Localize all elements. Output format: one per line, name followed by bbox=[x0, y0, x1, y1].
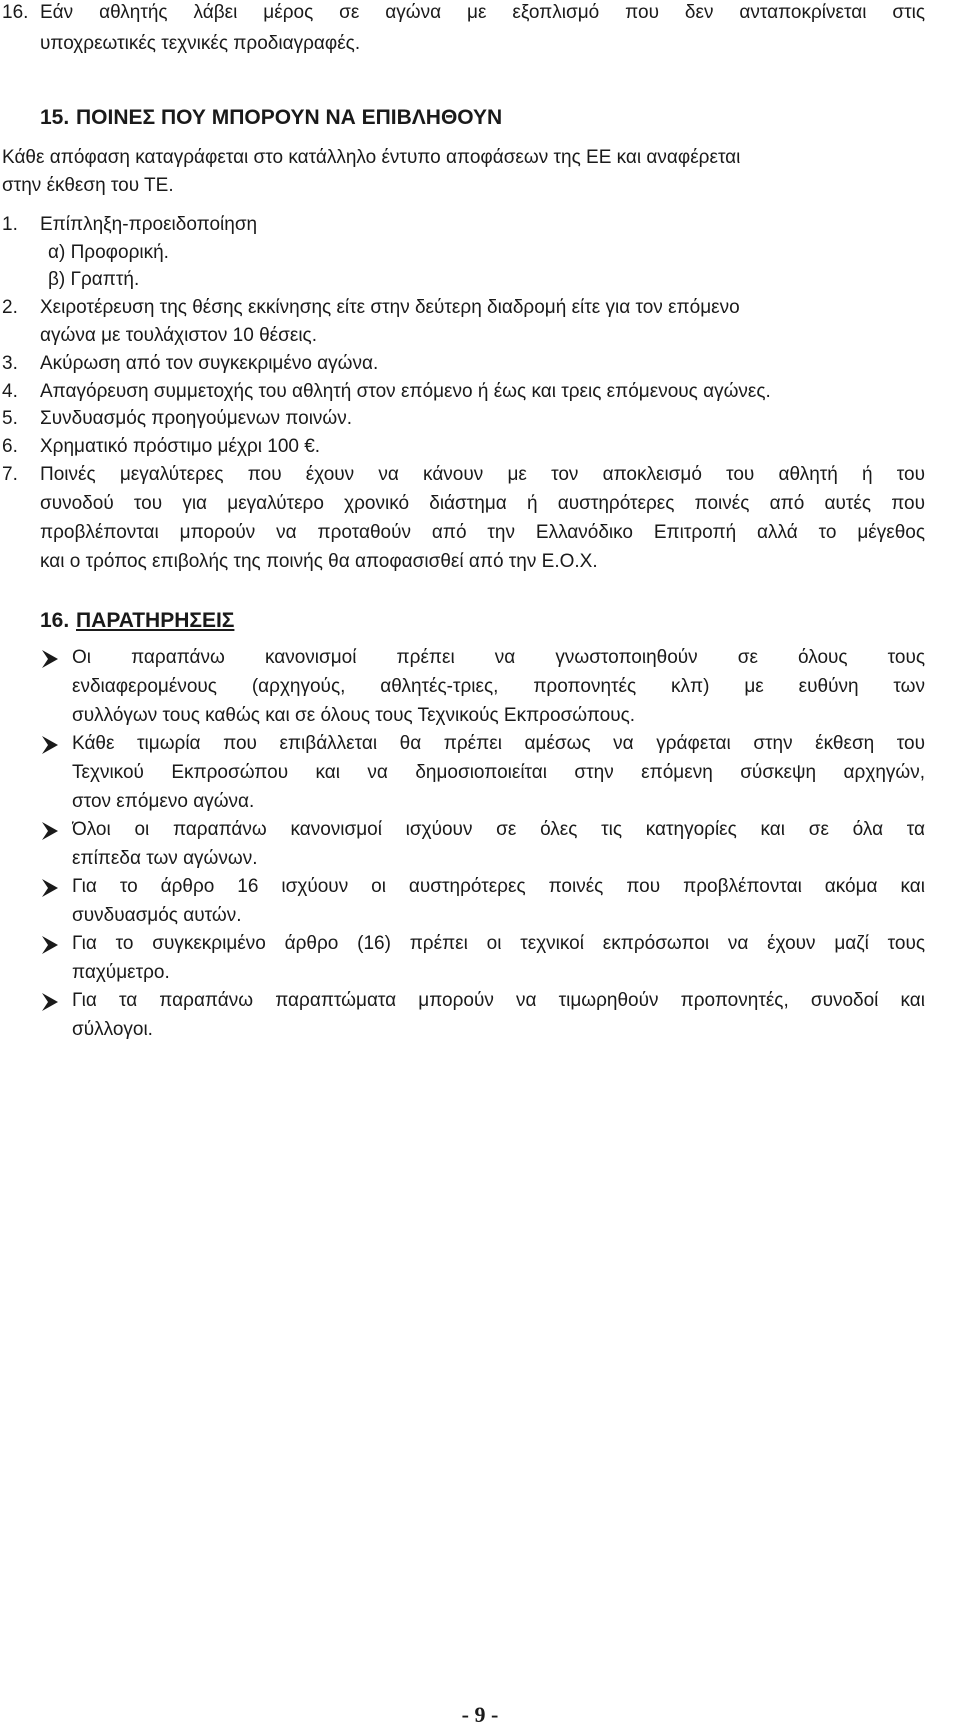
penalty-7-line-2: συνοδού του για μεγαλύτερο χρονικό διάστημα ή αυστηρότερες ποινές από αυτές που bbox=[40, 493, 925, 514]
penalty-2-line-2: αγώνα με τουλάχιστον 10 θέσεις. bbox=[40, 325, 317, 346]
item-16-number: 16. bbox=[2, 2, 29, 23]
note-1-line-1: Οι παραπάνω κανονισμοί πρέπει να γνωστοποιηθούν σε όλους τους bbox=[72, 647, 925, 668]
penalty-7-line-4: και ο τρόπος επιβολής της ποινής θα αποφασισθεί από την Ε.Ο.Χ. bbox=[40, 551, 598, 572]
section-15-number: 15. bbox=[40, 106, 70, 129]
arrow-bullet-icon bbox=[40, 877, 60, 899]
item-16-line-1: Εάν αθλητής λάβει μέρος σε αγώνα με εξοπλισμό που δεν ανταποκρίνεται στις bbox=[40, 2, 925, 23]
section-15-intro-line-2: στην έκθεση του ΤΕ. bbox=[2, 175, 174, 196]
note-2-line-3: στον επόμενο αγώνα. bbox=[72, 791, 255, 812]
arrow-bullet-icon bbox=[40, 991, 60, 1013]
penalty-4-number: 4. bbox=[2, 381, 18, 402]
item-16-line-2: υποχρεωτικές τεχνικές προδιαγραφές. bbox=[40, 33, 361, 54]
penalty-6-text: Χρηματικό πρόστιμο μέχρι 100 €. bbox=[40, 436, 321, 457]
penalty-1-a: α) Προφορική. bbox=[48, 242, 169, 263]
penalty-4-text: Απαγόρευση συμμετοχής του αθλητή στον επόμενο ή έως και τρεις επόμενους αγώνες. bbox=[40, 381, 771, 402]
note-1-line-2: ενδιαφερομένους (αρχηγούς, αθλητές-τριες, προπονητές κλπ) με ευθύνη των bbox=[72, 676, 925, 697]
penalty-7-number: 7. bbox=[2, 464, 18, 485]
note-1-line-3: συλλόγων τους καθώς και σε όλους τους Τεχνικούς Εκπροσώπους. bbox=[72, 705, 636, 726]
arrow-bullet-icon bbox=[40, 734, 60, 756]
penalty-5-text: Συνδυασμός προηγούμενων ποινών. bbox=[40, 408, 353, 429]
note-5-line-2: παχύμετρο. bbox=[72, 962, 170, 983]
section-16-number: 16. bbox=[40, 609, 70, 632]
penalty-2-number: 2. bbox=[2, 297, 18, 318]
penalty-3-number: 3. bbox=[2, 353, 18, 374]
note-2-line-1: Κάθε τιμωρία που επιβάλλεται θα πρέπει αμέσως να γράφεται στην έκθεση του bbox=[72, 733, 925, 754]
section-15-title: ΠΟΙΝΕΣ ΠΟΥ ΜΠΟΡΟΥΝ ΝΑ ΕΠΙΒΛΗΘΟΥΝ bbox=[76, 106, 503, 129]
penalty-1-b: β) Γραπτή. bbox=[48, 269, 140, 290]
note-4-line-2: συνδυασμός αυτών. bbox=[72, 905, 242, 926]
note-3-line-2: επίπεδα των αγώνων. bbox=[72, 848, 258, 869]
penalty-1-number: 1. bbox=[2, 214, 18, 235]
arrow-bullet-icon bbox=[40, 934, 60, 956]
penalty-1-text: Επίπληξη-προειδοποίηση bbox=[40, 214, 258, 235]
penalty-5-number: 5. bbox=[2, 408, 18, 429]
note-3-line-1: Όλοι οι παραπάνω κανονισμοί ισχύουν σε όλες τις κατηγορίες και σε όλα τα bbox=[72, 819, 925, 840]
section-16-title: ΠΑΡΑΤΗΡΗΣΕΙΣ bbox=[76, 609, 235, 632]
note-4-line-1: Για το άρθρο 16 ισχύουν οι αυστηρότερες ποινές που προβλέπονται ακόμα και bbox=[72, 876, 925, 897]
note-6-line-2: σύλλογοι. bbox=[72, 1019, 153, 1040]
penalty-2-line-1: Χειροτέρευση της θέσης εκκίνησης είτε στην δεύτερη διαδρομή είτε για τον επόμενο bbox=[40, 297, 740, 318]
penalty-6-number: 6. bbox=[2, 436, 18, 457]
arrow-bullet-icon bbox=[40, 648, 60, 670]
note-2-line-2: Τεχνικού Εκπροσώπου και να δημοσιοποιείται στην επόμενη σύσκεψη αρχηγών, bbox=[72, 762, 925, 783]
arrow-bullet-icon bbox=[40, 820, 60, 842]
penalty-7-line-3: προβλέπονται μπορούν να προταθούν από την Ελλανόδικο Επιτροπή αλλά το μέγεθος bbox=[40, 522, 925, 543]
section-15-intro-line-1: Κάθε απόφαση καταγράφεται στο κατάλληλο έντυπο αποφάσεων της ΕΕ και αναφέρεται bbox=[2, 147, 741, 168]
note-6-line-1: Για τα παραπάνω παραπτώματα μπορούν να τιμωρηθούν προπονητές, συνοδοί και bbox=[72, 990, 925, 1011]
page-number: - 9 - bbox=[461, 1702, 499, 1727]
note-5-line-1: Για το συγκεκριμένο άρθρο (16) πρέπει οι τεχνικοί εκπρόσωποι να έχουν μαζί τους bbox=[72, 933, 925, 954]
penalty-7-line-1: Ποινές μεγαλύτερες που έχουν να κάνουν με τον αποκλεισμό του αθλητή ή του bbox=[40, 464, 925, 485]
penalty-3-text: Ακύρωση από τον συγκεκριμένο αγώνα. bbox=[40, 353, 379, 374]
